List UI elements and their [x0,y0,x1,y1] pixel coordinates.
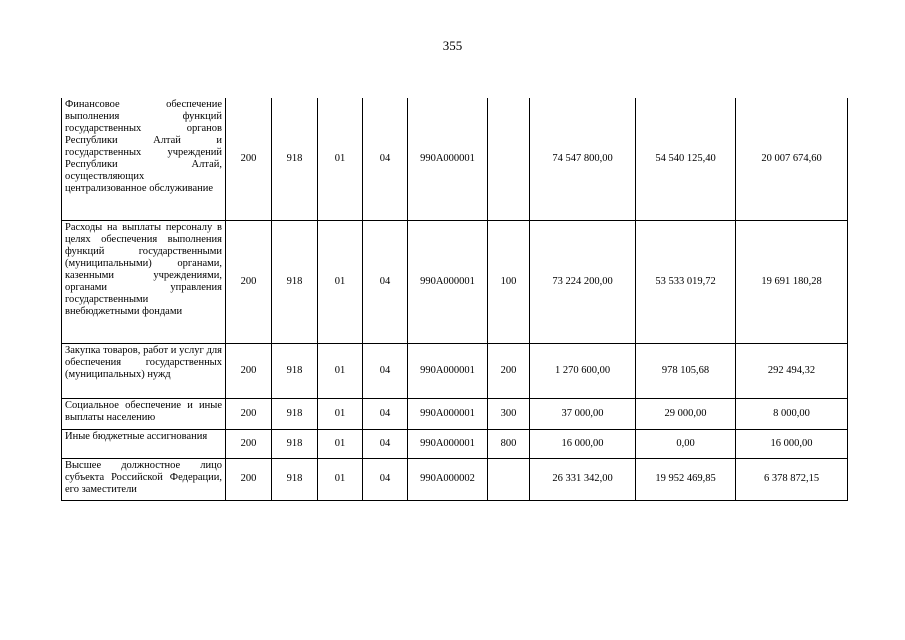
target-code: 990А000001 [408,429,488,458]
target-code: 990А000001 [408,220,488,343]
code-column-1: 200 [226,458,272,500]
expense-type: 300 [488,398,530,429]
expense-type [488,98,530,220]
row-description: Социальное обеспечение и иные выплаты населению [62,398,226,429]
code-column-4: 04 [363,220,408,343]
code-column-1: 200 [226,429,272,458]
amount-2: 53 533 019,72 [636,220,736,343]
amount-3: 6 378 872,15 [736,458,848,500]
amount-3: 19 691 180,28 [736,220,848,343]
code-column-4: 04 [363,398,408,429]
amount-1: 16 000,00 [530,429,636,458]
table-row [62,98,848,220]
code-column-4: 04 [363,98,408,220]
code-column-1: 200 [226,398,272,429]
amount-1: 1 270 600,00 [530,343,636,398]
code-column-1: 200 [226,343,272,398]
budget-table [61,98,848,501]
code-column-2: 918 [272,458,318,500]
table-row [62,398,848,429]
code-column-3: 01 [318,398,363,429]
row-description: Высшее должностное лицо субъекта Российской Федерации, его заместители [62,458,226,500]
table-row [62,343,848,398]
code-column-2: 918 [272,98,318,220]
amount-1: 74 547 800,00 [530,98,636,220]
code-column-3: 01 [318,343,363,398]
code-column-4: 04 [363,458,408,500]
code-column-3: 01 [318,220,363,343]
code-column-3: 01 [318,429,363,458]
amount-1: 26 331 342,00 [530,458,636,500]
code-column-2: 918 [272,220,318,343]
row-description: Иные бюджетные ассигнования [62,429,226,458]
target-code: 990А000001 [408,398,488,429]
code-column-3: 01 [318,98,363,220]
row-description: Закупка товаров, работ и услуг для обеспечения государственных (муниципальных) нужд [62,343,226,398]
amount-1: 37 000,00 [530,398,636,429]
amount-3: 8 000,00 [736,398,848,429]
code-column-1: 200 [226,98,272,220]
amount-2: 19 952 469,85 [636,458,736,500]
table-row [62,458,848,500]
code-column-3: 01 [318,458,363,500]
amount-2: 54 540 125,40 [636,98,736,220]
amount-2: 978 105,68 [636,343,736,398]
expense-type: 800 [488,429,530,458]
table-row [62,429,848,458]
target-code: 990А000002 [408,458,488,500]
row-description: Финансовое обеспечение выполнения функций государственных органов Республики Алтай и государственных учреждений Республики Алтай, осуществляющих централизованное обслуживание [62,98,226,220]
code-column-4: 04 [363,429,408,458]
amount-3: 292 494,32 [736,343,848,398]
code-column-2: 918 [272,398,318,429]
code-column-1: 200 [226,220,272,343]
expense-type: 100 [488,220,530,343]
code-column-2: 918 [272,429,318,458]
table-row [62,220,848,343]
expense-type: 200 [488,343,530,398]
code-column-2: 918 [272,343,318,398]
amount-2: 0,00 [636,429,736,458]
target-code: 990А000001 [408,343,488,398]
amount-1: 73 224 200,00 [530,220,636,343]
code-column-4: 04 [363,343,408,398]
page-number: 355 [442,38,463,53]
expense-type [488,458,530,500]
target-code: 990А000001 [408,98,488,220]
amount-3: 20 007 674,60 [736,98,848,220]
amount-2: 29 000,00 [636,398,736,429]
amount-3: 16 000,00 [736,429,848,458]
row-description: Расходы на выплаты персоналу в целях обеспечения выполнения функций государственными (муниципальными) органами, казенными учреждениями, органами управления государственными внебюджетными фондами [62,220,226,343]
